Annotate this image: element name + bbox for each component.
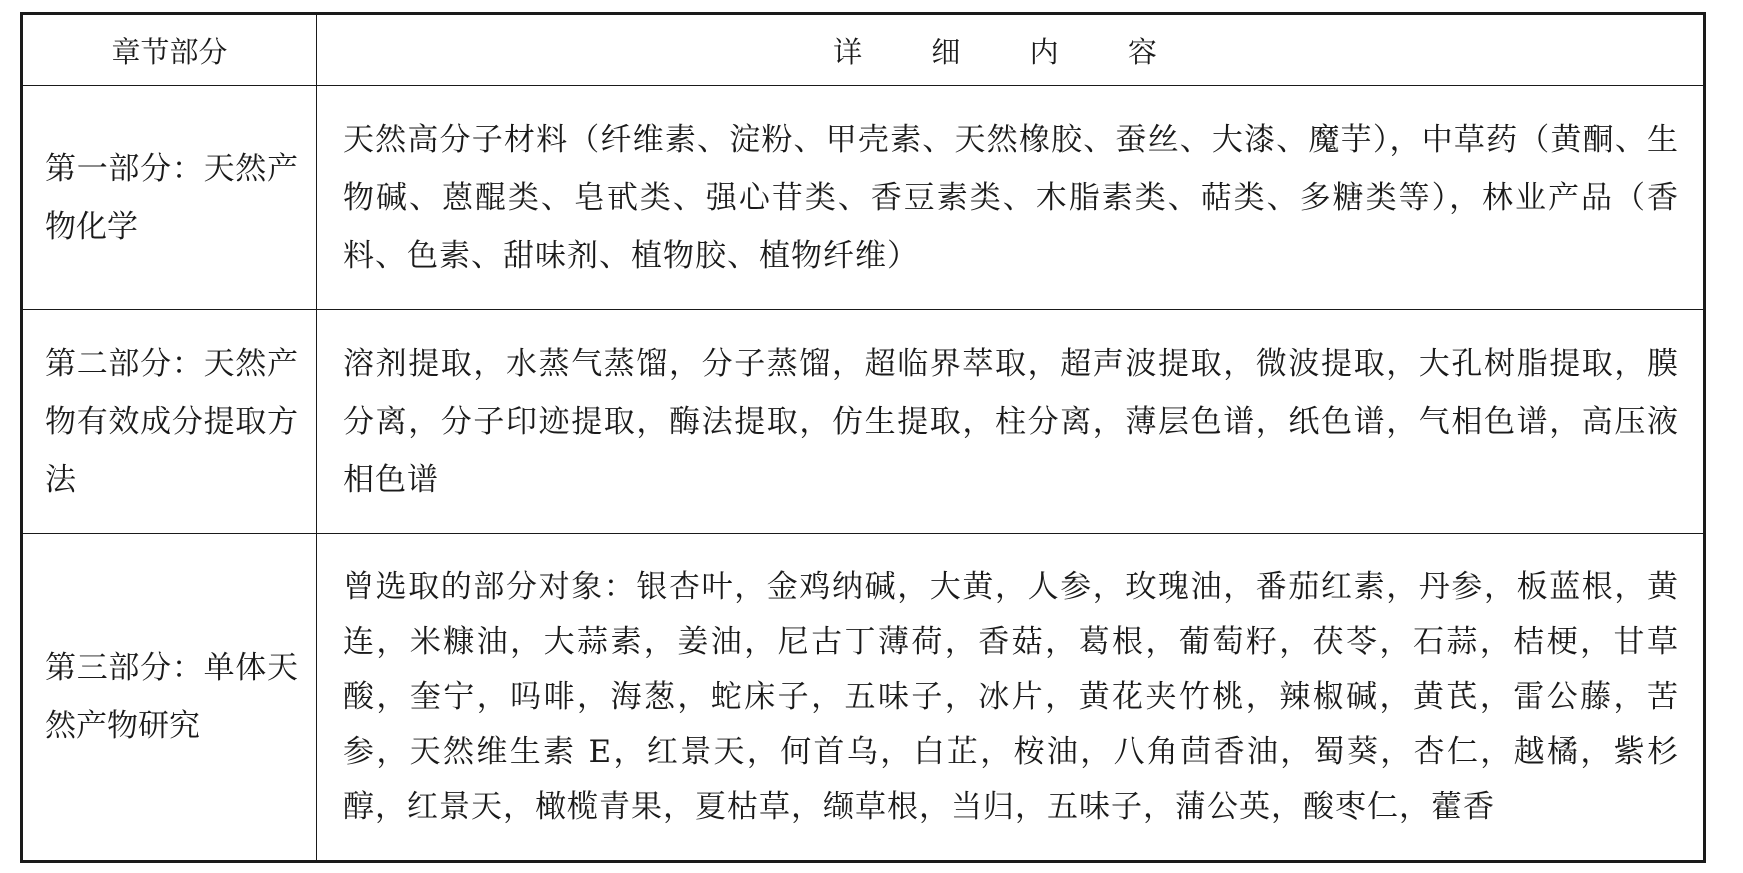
table-header-row	[22, 14, 1705, 86]
detail-cell: 曾选取的部分对象：银杏叶，金鸡纳碱，大黄，人参，玫瑰油，番茄红素，丹参，板蓝根，黄连，米糠油，大蒜素，姜油，尼古丁薄荷，香菇，葛根，葡萄籽，茯苓，石蒜，桔梗，甘草酸，奎宁，吗啡，海葱，蛇床子，五味子，冰片，黄花夹竹桃，辣椒碱，黄芪，雷公藤，苦参，天然维生素 E，红景天，何首乌，白芷，桉油，八角茴香油，蜀葵，杏仁，越橘，紫杉醇，红景天，橄榄青果，夏枯草，缬草根，当归，五味子，蒲公英，酸枣仁，藿香	[317, 534, 1705, 862]
section-cell: 第一部分：天然产物化学	[22, 86, 317, 310]
content-table	[20, 12, 1706, 863]
section-cell: 第三部分：单体天然产物研究	[22, 534, 317, 862]
header-detail: 详 细 内 容	[317, 14, 1705, 86]
table-row	[22, 86, 1705, 310]
table-row	[22, 534, 1705, 862]
detail-cell: 天然高分子材料（纤维素、淀粉、甲壳素、天然橡胶、蚕丝、大漆、魔芋），中草药（黄酮、生物碱、蒽醌类、皂甙类、强心苷类、香豆素类、木脂素类、萜类、多糖类等），林业产品（香料、色素、甜味剂、植物胶、植物纤维）	[317, 86, 1705, 310]
section-cell: 第二部分：天然产物有效成分提取方法	[22, 310, 317, 534]
table-row	[22, 310, 1705, 534]
detail-cell: 溶剂提取，水蒸气蒸馏，分子蒸馏，超临界萃取，超声波提取，微波提取，大孔树脂提取，膜分离，分子印迹提取，酶法提取，仿生提取，柱分离，薄层色谱，纸色谱，气相色谱，高压液相色谱	[317, 310, 1705, 534]
header-section: 章节部分	[22, 14, 317, 86]
